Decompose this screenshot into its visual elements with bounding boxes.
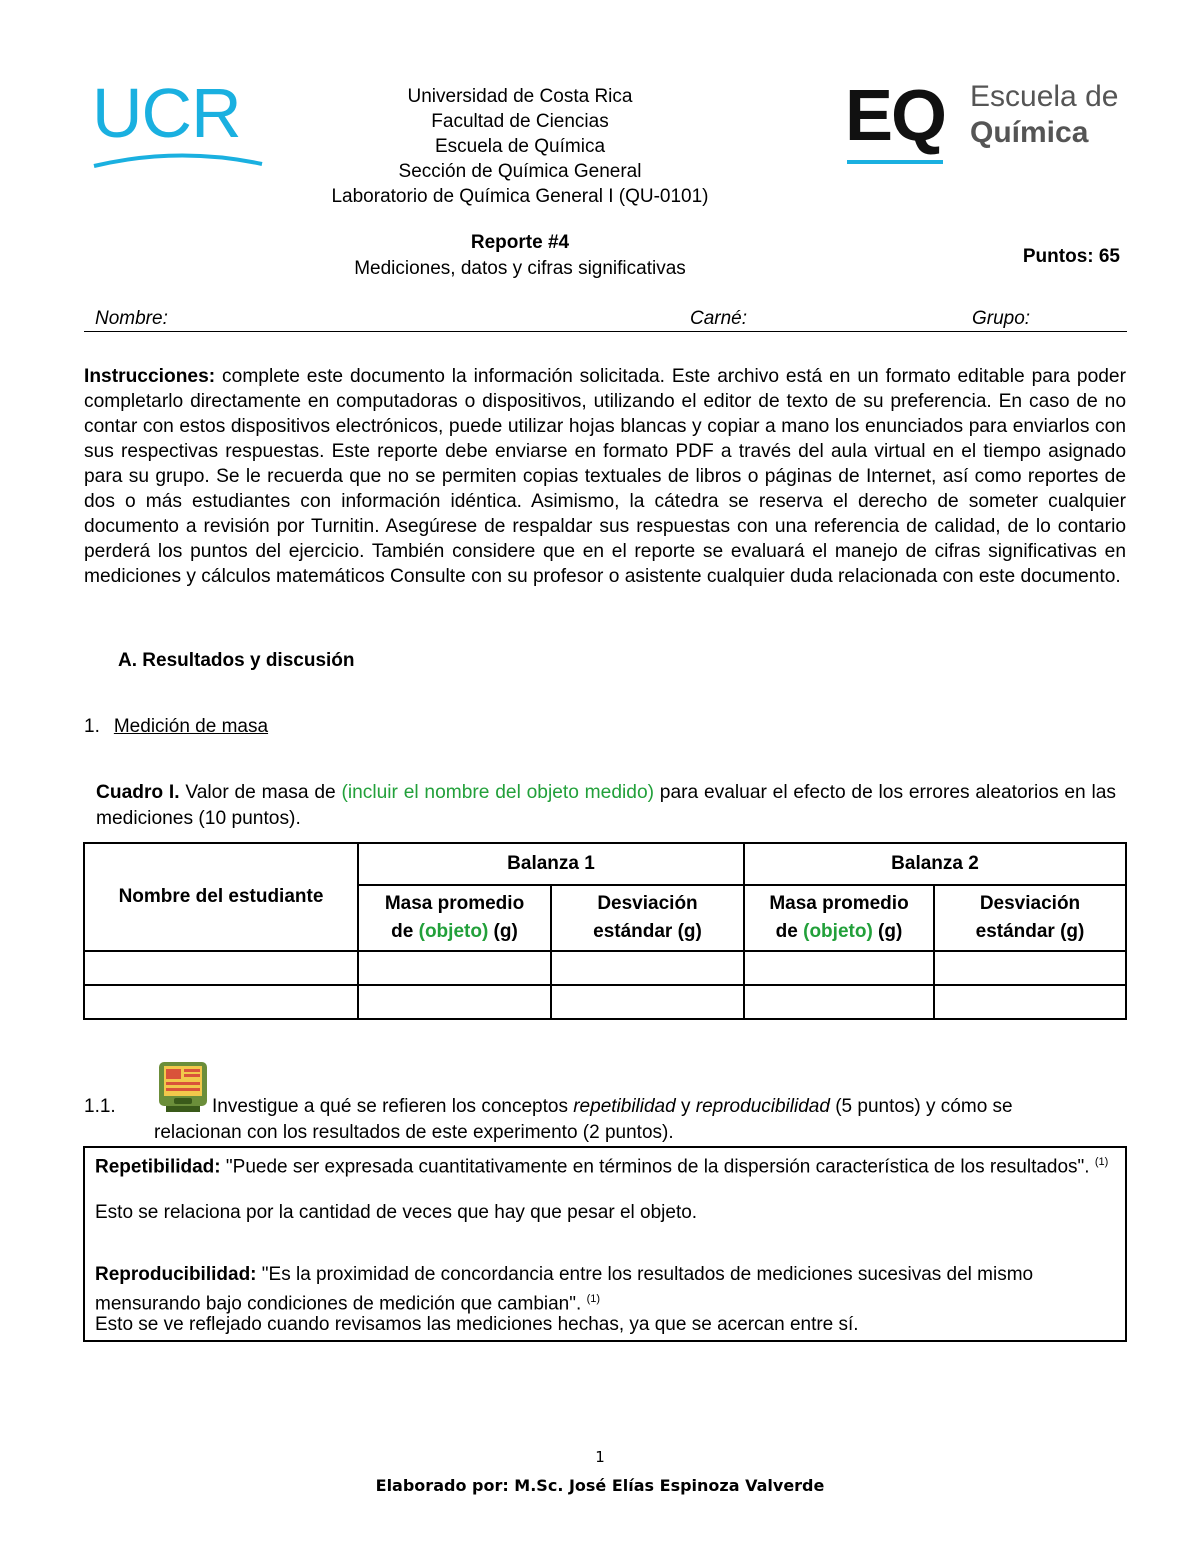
table-cell[interactable] [744, 951, 934, 985]
instructions-label: Instrucciones: [84, 366, 216, 387]
table-cell[interactable] [84, 985, 358, 1019]
citation: (1) [586, 1293, 601, 1305]
section-a-heading: A. Resultados y discusión [118, 650, 355, 671]
caption-label: Cuadro I. [96, 782, 180, 803]
eq-logo-line2: Química [970, 116, 1089, 149]
table-cell[interactable] [358, 951, 551, 985]
caption-text: Valor de masa de [179, 782, 342, 803]
question-text-part: y [675, 1096, 696, 1117]
reproducibilidad-answer [95, 1262, 1115, 1316]
eq-logo-line1: Escuela de [970, 80, 1119, 113]
group-field[interactable]: Grupo: [972, 308, 1031, 329]
eq-logo [845, 76, 1135, 170]
mass-header-unit: (g) [872, 921, 903, 942]
points-label: Puntos: 65 [1022, 246, 1120, 267]
mass-table [83, 842, 1127, 1020]
question-text [212, 1094, 1127, 1120]
fields-underline [84, 331, 1127, 332]
report-subtitle: Mediciones, datos y cifras significativas [354, 258, 686, 279]
std-dev-header-2 [934, 885, 1126, 951]
mass-header-line: Masa promedio [384, 893, 525, 914]
std-dev-header-1 [551, 885, 744, 951]
dev-header-line: estándar (g) [593, 921, 702, 942]
question-text-line2: relacionan con los resultados de este experimento (2 puntos). [154, 1122, 674, 1143]
carne-field[interactable]: Carné: [690, 308, 748, 329]
ucr-logo-swoosh [92, 138, 264, 168]
mass-header-object: (objeto) [418, 921, 489, 942]
table-cell[interactable] [744, 985, 934, 1019]
answer-label: Reproducibilidad: [95, 1264, 257, 1285]
term-repetibilidad: repetibilidad [573, 1096, 676, 1117]
section-1-heading [84, 716, 268, 738]
instructions-paragraph [84, 364, 1126, 589]
student-name-header: Nombre del estudiante [84, 843, 358, 951]
table-cell[interactable] [358, 985, 551, 1019]
table-row [84, 985, 1126, 1019]
mass-header-unit: (g) [488, 921, 518, 942]
table-cell[interactable] [551, 985, 744, 1019]
reproducibilidad-note: Esto se ve reflejado cuando revisamos las mediciones hechas, ya que se acercan entre sí. [95, 1314, 859, 1335]
mass-header-de: de [391, 921, 419, 942]
mass-header-line: Masa promedio [769, 893, 909, 914]
table-row [84, 951, 1126, 985]
caption-placeholder: (incluir el nombre del objeto medido) [341, 782, 655, 803]
footer-author: Elaborado por: M.Sc. José Elías Espinoza Valverde [375, 1476, 825, 1495]
header-line: Sección de Química General [398, 161, 642, 182]
question-number: 1.1. [84, 1096, 116, 1117]
table-cell[interactable] [934, 985, 1126, 1019]
balanza-1-header: Balanza 1 [358, 843, 744, 885]
page-number: 1 [595, 1448, 605, 1466]
mass-avg-header-1 [358, 885, 551, 951]
caption-text-end: para evaluar el efecto de los errores aleatorios en las mediciones (10 puntos). [96, 782, 1116, 829]
dev-header-line: Desviación [597, 893, 698, 914]
header-line: Facultad de Ciencias [431, 111, 609, 132]
table-caption [96, 780, 1116, 832]
answer-label: Repetibilidad: [95, 1156, 221, 1178]
table-cell[interactable] [934, 951, 1126, 985]
instructions-text: complete este documento la información solicitada. Este archivo está en un formato editable para poder completarlo directamente en computadoras o dispositivos, utilizando el editor de texto de su preferencia. En caso de no contar con estos dispositivos electrónicos, puede utilizar hojas blancas y copiar a mano los enunciados para enviarlos con sus respectivas respuestas. Este reporte debe enviarse en formato PDF a través del aula virtual en el tiempo asignado para su grupo. Se le recuerda que no se permiten copias textuales de libros o páginas de Internet, así como reportes de dos o más estudiantes con información idéntica. Asimismo, la cátedra se reserva el derecho de someter cualquier documento a revisión por Turnitin. Asegúrese de respaldar sus respuestas con una referencia de calidad, de lo contario perderá los puntos del ejercicio. También considere que en el reporte se evaluará el manejo de cifras significativas en mediciones y cálculos matemáticos Consulte con su profesor o asistente cualquier duda relacionada con este documento. [84, 366, 1126, 587]
report-title: Reporte #4 [470, 232, 570, 253]
table-cell[interactable] [84, 951, 358, 985]
balanza-2-header: Balanza 2 [744, 843, 1126, 885]
answer-quote: "Es la proximidad de concordancia entre los resultados de mediciones sucesivas del mismo mensurando bajo condiciones de medición que cambian". [95, 1264, 1034, 1315]
header-line: Laboratorio de Química General I (QU-0101) [331, 186, 709, 207]
dev-header-line: estándar (g) [975, 921, 1085, 942]
mass-avg-header-2 [744, 885, 934, 951]
repetibilidad-answer [95, 1150, 1115, 1179]
term-reproducibilidad: reproducibilidad [695, 1096, 830, 1117]
ucr-logo [92, 74, 264, 158]
name-field[interactable]: Nombre: [95, 308, 168, 329]
eq-logo-mark: EQ [845, 76, 946, 156]
eq-logo-bar [847, 160, 943, 164]
tablet-icon [158, 1060, 208, 1114]
question-text-part: (5 puntos) y cómo se [829, 1096, 1013, 1117]
section-1-title: Medición de masa [113, 716, 269, 737]
ucr-logo-text: UCR [92, 74, 241, 152]
institution-header [300, 84, 740, 209]
mass-header-de: de [775, 921, 804, 942]
repetibilidad-note: Esto se relaciona por la cantidad de veces que hay que pesar el objeto. [95, 1202, 698, 1223]
question-text-part: Investigue a qué se refieren los conceptos [212, 1096, 574, 1117]
section-1-number: 1. [84, 716, 100, 737]
mass-header-object: (objeto) [803, 921, 873, 942]
header-line: Escuela de Química [434, 136, 606, 157]
citation: (1) [1094, 1156, 1109, 1168]
table-cell[interactable] [551, 951, 744, 985]
header-line: Universidad de Costa Rica [407, 86, 633, 107]
answer-quote: "Puede ser expresada cuantitativamente en términos de la dispersión característica de los resultados". [220, 1156, 1090, 1178]
dev-header-line: Desviación [979, 893, 1081, 914]
